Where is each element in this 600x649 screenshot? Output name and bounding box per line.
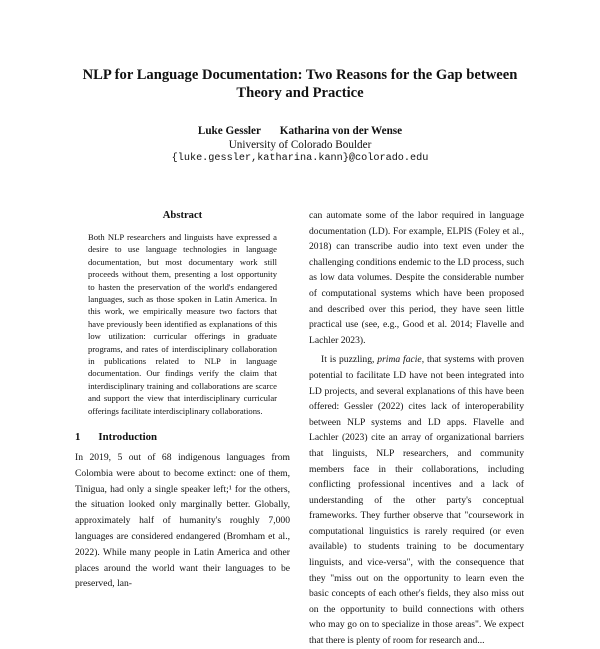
introduction-text: In 2019, 5 out of 68 indigenous languages from Colombia were about to become extinct: one of them, Tinigua, had only a single speaker left;¹ for the others, the situation looked only marginally better. Globally, approximately half of humanity's roughly 7,000 languages are considered endangered (Bromham et al., 2022). While many people in Latin America and other places around the world want their languages to be preserved, lan- [75,452,290,590]
left-column [75,210,290,592]
author-block [100,124,500,167]
right-paragraph-2 [309,352,524,648]
para2-emphasis: prima facie [377,354,422,366]
abstract-heading: Abstract [162,210,203,221]
para2-start: It is puzzling, [321,354,378,366]
paper-title: NLP for Language Documentation: Two Reasons for the Gap between Theory and Practice [82,67,518,101]
section-title: Introduction [98,431,158,444]
right-column [309,208,524,649]
author-1: Luke Gessler [197,125,261,137]
right-paragraph-1: can automate some of the labor required in language documentation (LD). For example, ELPIS (Foley et al., 2018) can transcribe audio into text even under the challenging conditions endemic to the LD process, such as low data volumes. Despite the considerable number of computational systems which have been proposed and described over this period, they have seen little practical use (see, e.g., Good et al. 2014; Flavelle and Lachler 2023). [309,210,524,346]
abstract-text: Both NLP researchers and linguists have expressed a desire to use language technologies in language documentation, but most documentary work still proceeds without them, presenting a lost opportunity to hasten the preservation of the world's endangered languages, such as those spoken in Latin America. In this work, we empirically measure two factors that have previously been identified as explanations of this low utilization: curricular offerings in graduate programs, and rates of interdisciplinary collaboration in publications related to NLP in language documentation. Our findings verify the claim that interdisciplinary training and collaborations are scarce and support the view that interdisciplinary curricular offerings facilitate interdisciplinary collaborations. [88,232,277,416]
author-2: Katharina von der Wense [279,125,403,137]
para2-rest: , that systems with proven potential to facilitate LD have not been integrated into LD projects, and several explanations of this have been offered: Gessler (2022) cites lack of interoperability between NLP systems and LD apps. Flavelle and Lachler (2023) cite an array of organizational barriers that linguists, NLP researchers, and community members face in their collaborations, including conflicting professional incentives and a lack of understanding of the other party's conceptual frameworks. They further observe that "coursework in computational linguistics is rarely required (or even available) to students training to be documentary linguists, and vice-versa", with the consequence that they "miss out on the opportunity to learn even the basic concepts of each other's fields, they also miss out on the opportunity to build connections with others who may go on to specialize in those areas". We expect that there is plenty of room for research and... [309,354,524,647]
affiliation: University of Colorado Boulder [228,139,372,152]
section-number: 1 [75,431,81,444]
author-email: {luke.gessler,katharina.kann}@colorado.edu [171,153,429,165]
section-heading-introduction [75,431,290,443]
author-names [100,124,500,138]
